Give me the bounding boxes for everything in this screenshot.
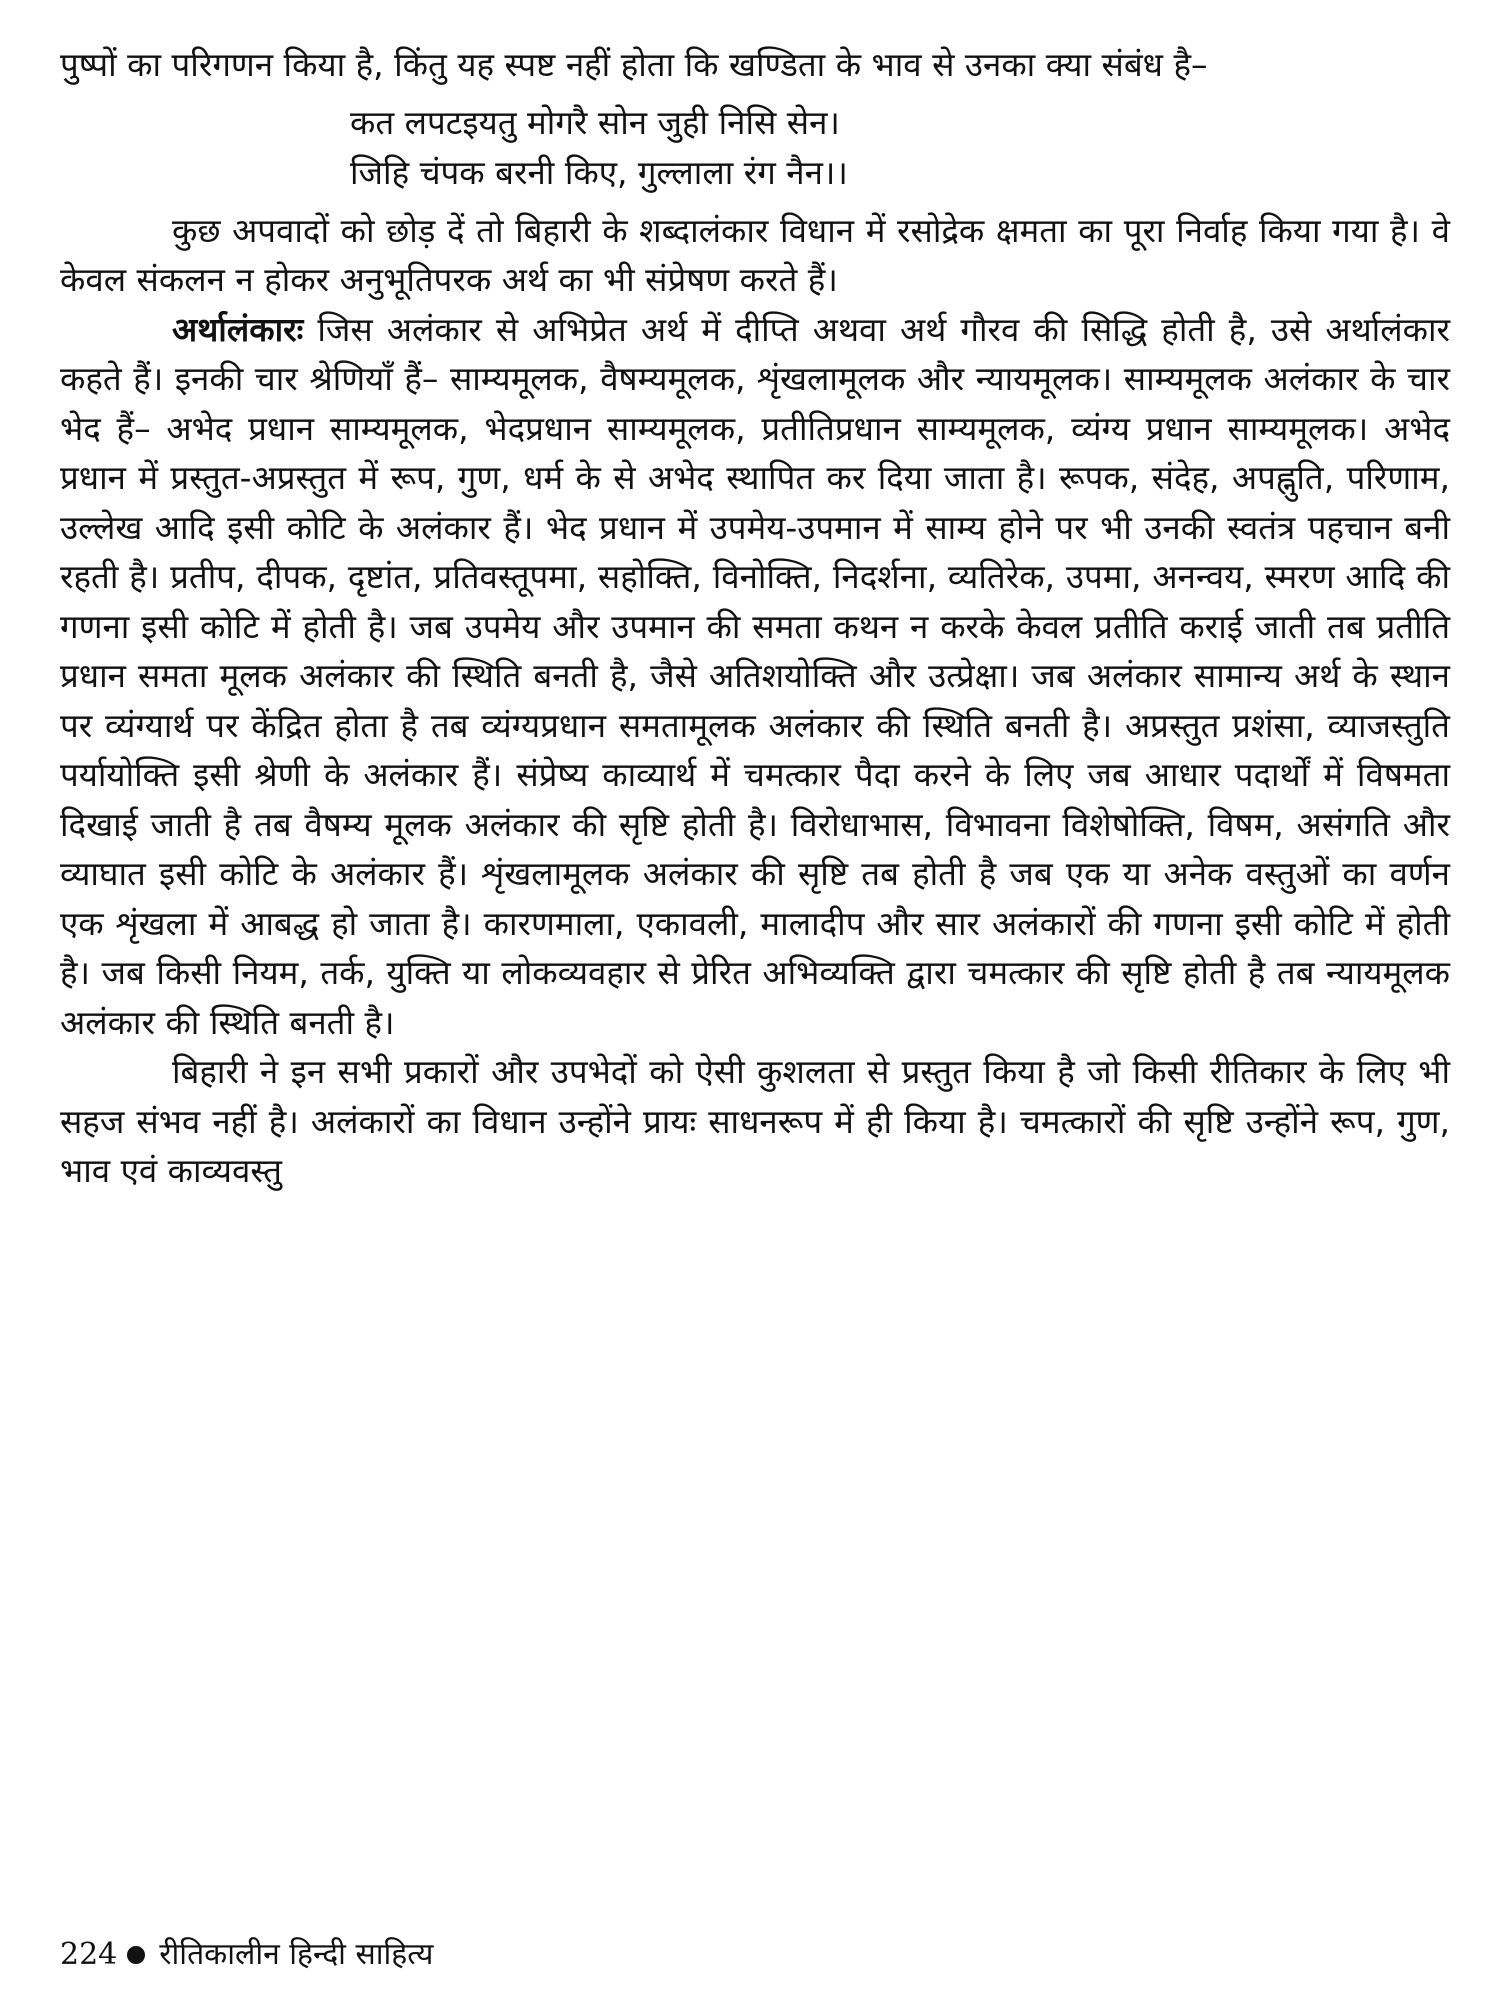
verse-line-1: कत लपटइयतु मोगरै सोन जुही निसि सेन। (350, 102, 840, 142)
paragraph-2: कुछ अपवादों को छोड़ दें तो बिहारी के शब्दालंकार विधान में रसोद्रेक क्षमता का पूरा निर्वाह किया गया है। वे केवल संकलन न होकर अनुभूतिपरक अर्थ का भी संप्रेषण करते हैं। (60, 210, 1450, 299)
verse-couplet (350, 98, 1450, 198)
book-title: रीतिकालीन हिन्दी साहित्य (159, 1937, 434, 1972)
page-number: 224 (60, 1937, 118, 1972)
paragraph-1: पुष्पों का परिगणन किया है, किंतु यह स्पष्ट नहीं होता कि खण्डिता के भाव से उनका क्या संबंध है– (60, 45, 1208, 84)
paragraph-4: बिहारी ने इन सभी प्रकारों और उपभेदों को ऐसी कुशलता से प्रस्तुत किया है जो किसी रीतिकार के लिए भी सहज संभव नहीं है। अलंकारों का विधान उन्होंने प्रायः साधनरूप में ही किया है। चमत्कारों की सृष्टि उन्होंने रूप, गुण, भाव एवं काव्यवस्तु (60, 1052, 1450, 1190)
page-footer (60, 1935, 433, 1975)
bullet-dot-icon (127, 1946, 145, 1964)
paragraph-3-text: जिस अलंकार से अभिप्रेत अर्थ में दीप्ति अथवा अर्थ गौरव की सिद्धि होती है, उसे अर्थालंकार कहते हैं। इनकी चार श्रेणियाँ हैं– साम्यमूलक, वैषम्यमूलक, शृंखलामूलक और न्यायमूलक। साम्यमूलक अलंकार के चार भेद हैं– अभेद प्रधान साम्यमूलक, भेदप्रधान साम्यमूलक, प्रतीतिप्रधान साम्यमूलक, व्यंग्य प्रधान साम्यमूलक। अभेद प्रधान में प्रस्तुत-अप्रस्तुत में रूप, गुण, धर्म के से अभेद स्थापित कर दिया जाता है। रूपक, संदेह, अपह्नुति, परिणाम, उल्लेख आदि इसी कोटि के अलंकार हैं। भेद प्रधान में उपमेय-उपमान में साम्य होने पर भी उनकी स्वतंत्र पहचान बनी रहती है। प्रतीप, दीपक, दृष्टांत, प्रतिवस्तूपमा, सहोक्ति, विनोक्ति, निदर्शना, व्यतिरेक, उपमा, अनन्वय, स्मरण आदि की गणना इसी कोटि में होती है। जब उपमेय और उपमान की समता कथन न करके केवल प्रतीति कराई जाती तब प्रतीति प्रधान समता मूलक अलंकार की स्थिति बनती है, जैसे अतिशयोक्ति और उत्प्रेक्षा। जब अलंकार सामान्य अर्थ के स्थान पर व्यंग्यार्थ पर केंद्रित होता है तब व्यंग्यप्रधान समतामूलक अलंकार की स्थिति बनती है। अप्रस्तुत प्रशंसा, व्याजस्तुति पर्यायोक्ति इसी श्रेणी के अलंकार हैं। संप्रेष्य काव्यार्थ में चमत्कार पैदा करने के लिए जब आधार पदार्थों में विषमता दिखाई जाती है तब वैषम्य मूलक अलंकार की सृष्टि होती है। विरोधाभास, विभावना विशेषोक्ति, विषम, असंगति और व्याघात इसी कोटि के अलंकार हैं। शृंखलामूलक अलंकार की सृष्टि तब होती है जब एक या अनेक वस्तुओं का वर्णन एक शृंखला में आबद्ध हो जाता है। कारणमाला, एकावली, मालादीप और सार अलंकारों की गणना इसी कोटि में होती है। जब किसी नियम, तर्क, युक्ति या लोकव्यवहार से प्रेरित अभिव्यक्ति द्वारा चमत्कार की सृष्टि होती है तब न्यायमूलक अलंकार की स्थिति बनती है। (60, 309, 1450, 1042)
section-term-arthalankar: अर्थालंकारः (172, 309, 304, 349)
paragraph-3 (60, 305, 1450, 1048)
page-body (60, 40, 1450, 1196)
verse-line-2: जिहि चंपक बरनी किए, गुल्लाला रंग नैन।। (350, 152, 848, 192)
